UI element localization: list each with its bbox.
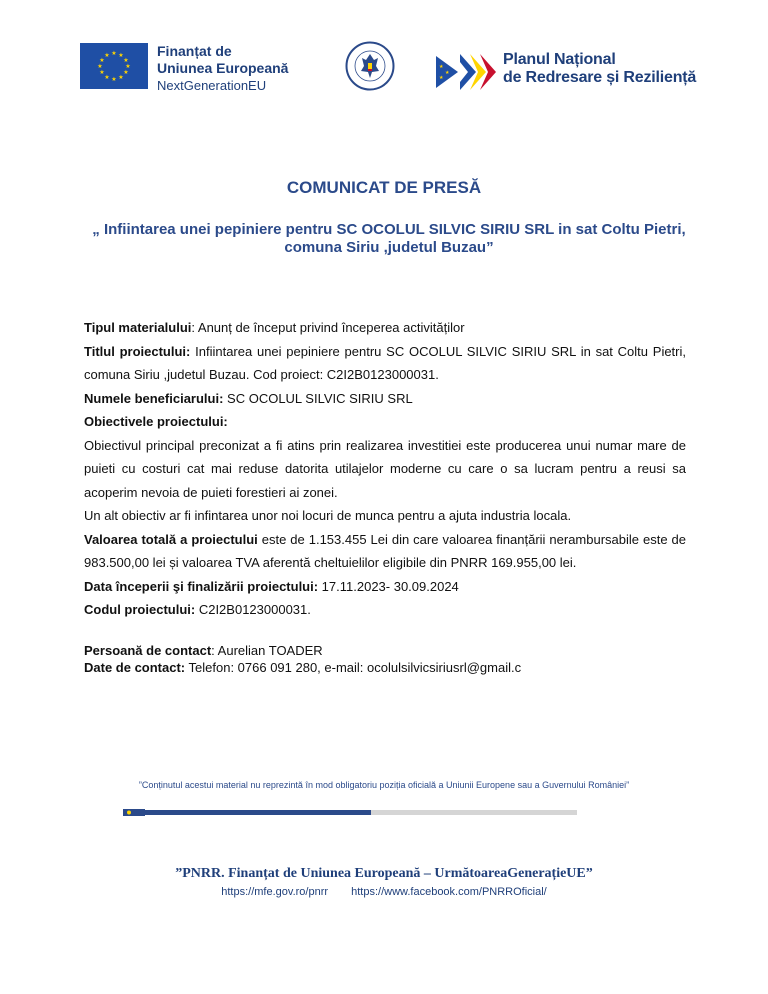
footer-title: ”PNRR. Finanțat de Uniunea Europeană – UrmătoareaGenerațieUE” <box>175 866 593 881</box>
svg-text:★: ★ <box>104 74 110 81</box>
beneficiary-row <box>84 387 686 411</box>
svg-text:★: ★ <box>104 52 110 59</box>
page-title: COMUNICAT DE PRESĂ <box>286 178 482 197</box>
project-code-label: Codul proiectului: <box>84 602 196 617</box>
contact-person-label: Persoană de contact <box>84 643 212 658</box>
svg-text:★: ★ <box>118 74 124 81</box>
document-body <box>84 316 686 622</box>
disclaimer-text: ”Conținutul acestui material nu reprezintă în mod obligatoriu poziția oficială a Uniunii Europene sau a Guvernului României” <box>138 780 630 790</box>
objectives-row <box>84 410 686 434</box>
project-title-label: Titlul proiectului: <box>84 343 191 359</box>
svg-text:★: ★ <box>99 57 105 64</box>
objectives-label: Obiectivele proiectului: <box>84 414 228 429</box>
material-type-label: Tipul materialului <box>84 320 192 335</box>
svg-text:★: ★ <box>125 63 131 70</box>
decorative-divider <box>125 810 577 815</box>
contact-person-value: : Aurelian TOADER <box>211 643 323 658</box>
dates-row <box>84 575 686 599</box>
pnrr-line2: de Redresare și Reziliență <box>503 69 697 86</box>
pnrr-logo-icon <box>436 52 498 92</box>
secondary-objective-text: Un alt obiectiv ar fi infintarea unor noi locuri de munca pentru a ajuta industria locala. <box>84 508 572 523</box>
contact-details-label: Date de contact: <box>84 660 186 675</box>
main-objective-text: Obiectivul principal preconizat a fi atins prin realizarea investitiei este producerea unui numar mare de puieti cu costuri cat mai reduse datorita utilajelor moderne cu care o sa lucram pentru a reusi sa acoperim nevoia de puieti forestieri ai zonei. <box>84 437 686 500</box>
footer-link-mfe[interactable]: https://mfe.gov.ro/pnrr <box>221 886 329 898</box>
eu-line3: NextGenerationEU <box>157 78 267 93</box>
pnrr-label <box>503 51 696 87</box>
contact-person-row <box>84 642 686 659</box>
svg-text:★: ★ <box>118 52 124 59</box>
beneficiary-label: Numele beneficiarului: <box>84 390 224 406</box>
svg-text:★: ★ <box>111 50 117 57</box>
svg-text:★: ★ <box>445 70 450 76</box>
header <box>0 38 768 108</box>
total-value-label: Valoarea totală a proiectului <box>84 531 258 547</box>
svg-text:★: ★ <box>97 63 103 70</box>
svg-text:★: ★ <box>439 64 444 70</box>
material-type-value: : Anunț de început privind începerea activităților <box>191 320 465 335</box>
footer-links <box>0 886 768 898</box>
svg-text:★: ★ <box>123 69 129 76</box>
footer-link-facebook[interactable]: https://www.facebook.com/PNRROficial/ <box>351 886 547 898</box>
eu-line1: Finanțat de <box>157 43 232 59</box>
divider-flag-icon <box>123 809 145 816</box>
divider-fill <box>143 810 371 815</box>
eu-funding-label <box>157 43 288 94</box>
svg-text:★: ★ <box>123 57 129 64</box>
project-code-row <box>84 598 686 622</box>
project-title-value: Infiintarea unei pepiniere pentru SC OCOLUL SILVIC SIRIU SRL in sat Coltu Pietri, comuna Siriu ,judetul Buzau. Cod proiect: C2I2B0123000031. <box>84 343 686 382</box>
project-title-row <box>84 340 686 387</box>
total-value-text: este de 1.153.455 Lei din care valoarea finanțării nerambursabile este de 983.500,00 lei și valoarea TVA aferentă cheltuielilor eligibile din PNRR 169.955,00 lei. <box>84 531 686 570</box>
contact-section <box>84 642 686 676</box>
material-type-row <box>84 316 686 340</box>
svg-text:★: ★ <box>99 69 105 76</box>
government-seal-icon <box>345 41 395 91</box>
dates-label: Data începerii şi finalizării proiectului: <box>84 578 319 594</box>
project-subtitle: „ Infiintarea unei pepiniere pentru SC OCOLUL SILVIC SIRIU SRL in sat Coltu Pietri, comuna Siriu ,judetul Buzau” <box>92 221 686 256</box>
total-value-row <box>84 528 686 575</box>
beneficiary-value: SC OCOLUL SILVIC SIRIU SRL <box>223 390 413 406</box>
svg-text:★: ★ <box>111 76 117 83</box>
contact-details-row <box>84 659 686 676</box>
svg-text:★: ★ <box>439 75 444 81</box>
eu-flag-icon <box>80 43 148 89</box>
eu-line2: Uniunea Europeană <box>157 60 289 76</box>
project-code-value: C2I2B0123000031. <box>195 602 311 617</box>
dates-value: 17.11.2023- 30.09.2024 <box>318 578 459 594</box>
pnrr-line1: Planul Național <box>503 51 616 68</box>
contact-details-value: Telefon: 0766 091 280, e-mail: ocolulsilvicsiriusrl@gmail.c <box>185 660 522 675</box>
